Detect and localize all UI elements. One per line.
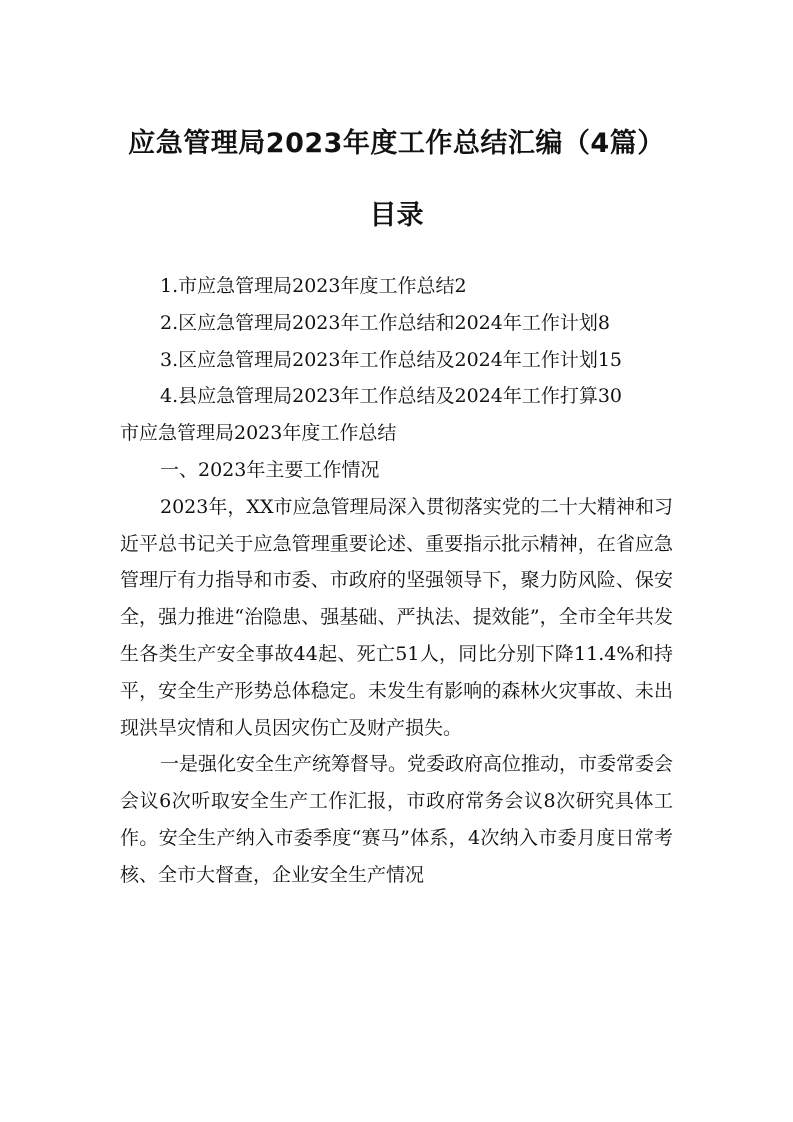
- document-title: 应急管理局2023年度工作总结汇编（4篇）: [128, 128, 665, 159]
- body-paragraph: 2023年，XX市应急管理局深入贯彻落实党的二十大精神和习近平总书记关于应急管理重要论述、重要指示批示精神，在省应急管理厅有力指导和市委、市政府的坚强领导下，聚力防风险、保安全，强力推进“治隐患、强基础、严执法、提效能”，全市全年共发生各类生产安全事故44起、死亡51人，同比分别下降11.4%和持平，安全生产形势总体稳定。未发生有影响的森林火灾事故、未出现洪旱灾情和人员因灾伤亡及财产损失。: [120, 495, 673, 739]
- toc-item[interactable]: 4.县应急管理局2023年工作总结及2024年工作打算30: [160, 385, 623, 408]
- toc-item[interactable]: 2.区应急管理局2023年工作总结和2024年工作计划8: [160, 311, 610, 334]
- article-title: 市应急管理局2023年度工作总结: [120, 422, 397, 445]
- section-heading: 一、2023年主要工作情况: [160, 458, 380, 481]
- toc-item[interactable]: 3.区应急管理局2023年工作总结及2024年工作计划15: [160, 348, 623, 371]
- document-body: [120, 268, 673, 894]
- toc-heading: 目录: [369, 200, 424, 231]
- body-paragraph: 一是强化安全生产统筹督导。党委政府高位推动，市委常委会会议6次听取安全生产工作汇报，市政府常务会议8次研究具体工作。安全生产纳入市委季度“赛马”体系，4次纳入市委月度日常考核、全市大督查，企业安全生产情况: [120, 753, 674, 886]
- toc-item[interactable]: 1.市应急管理局2023年度工作总结2: [160, 275, 467, 297]
